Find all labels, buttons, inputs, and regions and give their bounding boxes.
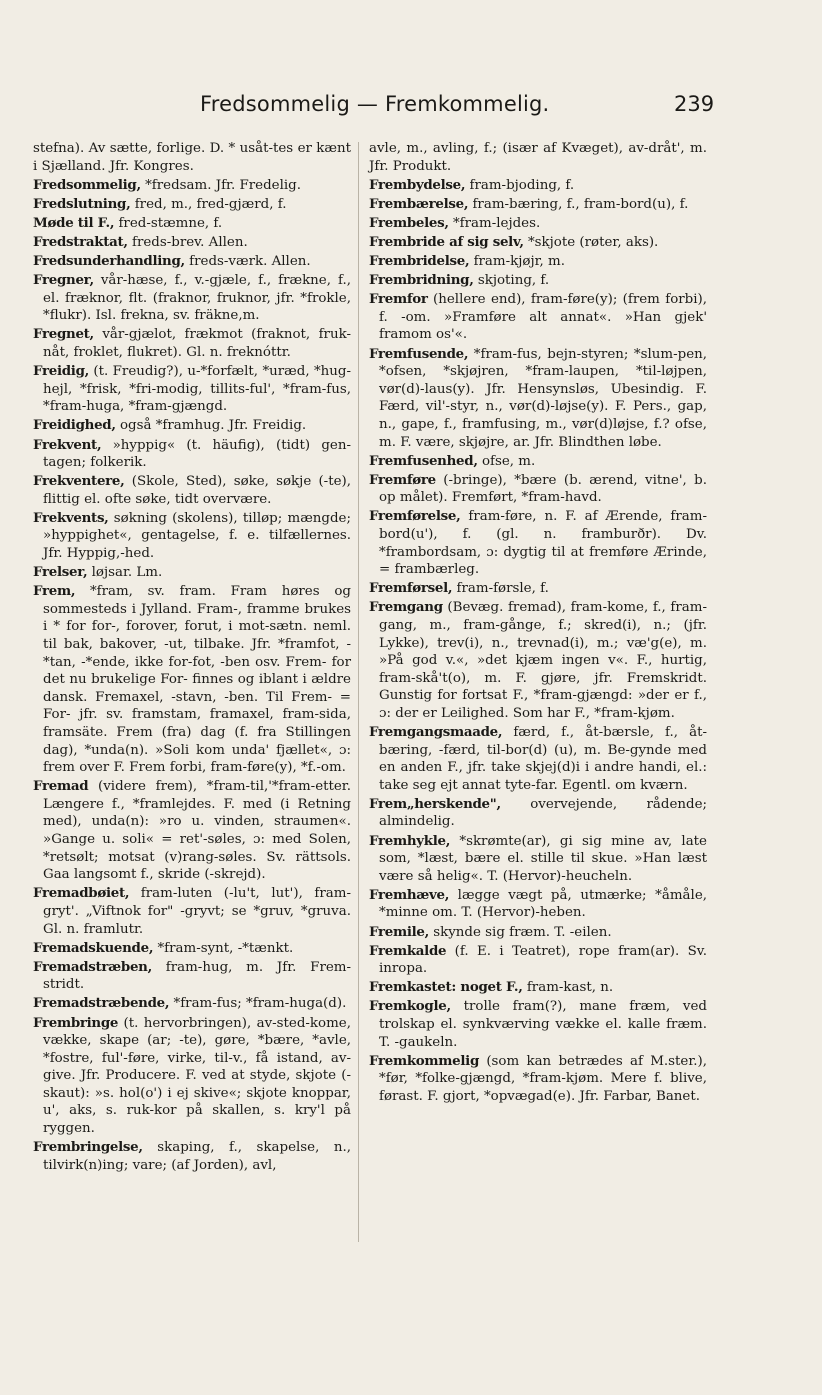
- dictionary-entry: [369, 234, 707, 252]
- entry-definition: fram-kjøjr, m.: [469, 254, 566, 270]
- dictionary-entry: [369, 177, 707, 195]
- entry-definition: lægge vægt på, utmærke; *åmåle, *minne om. T. (Hervor)-heben.: [379, 887, 707, 921]
- entry-definition: søkning (skolens), tilløp; mængde; »hyppighet«, gentagelse, f. e. tilfællernes. Jfr. Hyppig,-hed.: [43, 510, 351, 562]
- entry-definition: (Bevæg. fremad), fram-kome, f., fram-gang, m., fram-gånge, f.; skred(i), n.; (jfr. Lykke), trev(i), n., trevnad(i), m.; væ'g(e), m. »På god v.«, »det kjæm ingen v«. F., hurtig, fram-skå't(o), m. F. gjøre, jfr. Fremskridt. Gunstig for fortsat F., *fram-gjængd: »der er f., ɔ: der er Leilighed. Som har F., *fram-kjøm.: [379, 600, 707, 721]
- dictionary-entry: [33, 959, 351, 994]
- page-number: 239: [674, 92, 715, 116]
- entry-definition: også *framhug. Jfr. Freidig.: [115, 418, 307, 434]
- entry-headword: Fremførsel,: [369, 580, 453, 597]
- entry-headword: Fremile,: [369, 923, 429, 940]
- dictionary-entry: [369, 599, 707, 722]
- entry-definition: *fram-fus; *fram-huga(d).: [169, 996, 347, 1012]
- dictionary-entry: [369, 998, 707, 1051]
- dictionary-entry: [33, 473, 351, 508]
- dictionary-entry: [369, 724, 707, 794]
- entry-definition: (videre frem), *fram-til,'*fram-etter. Længere f., *framlejdes. F. med (i Retning med), unda(n): »ro u. vinden, straumen«. »Gange u. soli« = ret'-søles, ɔ: med Solen, *retsølt; motsat (v)rang-søles. Sv. rättsols. Gaa langsomt f., skride (-skrejd).: [43, 779, 351, 883]
- entry-headword: Frekvents,: [33, 509, 109, 526]
- dictionary-entry: [369, 453, 707, 471]
- dictionary-entry: [33, 177, 351, 195]
- entry-definition: freds-værk. Allen.: [184, 254, 311, 270]
- entry-headword: Freidig,: [33, 363, 90, 380]
- entry-headword: Frembridelse,: [369, 253, 470, 270]
- entry-definition: fram-luten (-lu't, lut'), fram-gryt'. „Viftnok for" -gryvt; se *gruv, *gruva. Gl. n. framlutr.: [43, 886, 351, 937]
- entry-headword: Fremkastet: noget F.,: [369, 979, 523, 996]
- entry-definition: *fram-fus, bejn-styren; *slum-pen, *ofsen, *skjøjren, *fram-laupen, *til-løjpen, vør(d)-laus(y). Jfr. Hensynsløs, Ubesindig. F. Færd, vil'-styr, n., vør(d)-løjse(y). F. Pers., gap, n., gape, f., framfusing, m., vør(d)løjse, f.? ofse, m. F. være, skjøjre, ar. Jfr. Blindthen løbe.: [379, 346, 707, 450]
- entry-headword: Fremkommelig: [369, 1052, 480, 1069]
- entry-definition: (f. E. i Teatret), rope fram(ar). Sv. inropa.: [379, 943, 707, 977]
- dictionary-entry: [369, 272, 707, 290]
- dictionary-entry: [33, 1139, 351, 1174]
- entry-definition: *skrømte(ar), gi sig mine av, late som, *læst, bære el. stille til skue. »Han læst være så helig«. T. (Hervor)-heucheln.: [379, 833, 707, 884]
- dictionary-entry: [369, 140, 707, 175]
- dictionary-entry: [33, 1015, 351, 1138]
- column-divider: [358, 142, 359, 1242]
- entry-definition: (Skole, Sted), søke, søkje (-te), flittig el. ofte søke, tidt overvære.: [43, 474, 351, 507]
- left-column: [33, 140, 351, 1176]
- dictionary-entry: [369, 833, 707, 886]
- entry-definition: fram-bæring, f., fram-bord(u), f.: [468, 196, 689, 212]
- page-header: [0, 92, 822, 126]
- entry-definition: fram-kast, n.: [522, 980, 614, 996]
- entry-definition: (som kan betrædes af M.ster.), *før, *folke-gjængd, *fram-kjøm. Mere f. blive, førast. F. gjort, *opvægad(e). Jfr. Farbar, Banet.: [379, 1053, 707, 1104]
- dictionary-entry: [369, 472, 707, 507]
- entry-headword: Fremførelse,: [369, 508, 461, 525]
- entry-headword: Frembridning,: [369, 272, 474, 289]
- dictionary-entry: [33, 510, 351, 563]
- running-head: Fredsommelig — Fremkommelig.: [200, 92, 550, 116]
- entry-definition: *fredsam. Jfr. Fredelig.: [140, 177, 301, 193]
- dictionary-entry: [33, 940, 351, 958]
- dictionary-entry: [33, 778, 351, 884]
- entry-definition: (t. hervorbringen), av-sted-kome, vække, skape (ar; -te), gøre, *bære, *avle, *fostre, ful'-føre, virke, til-v., få istand, av-give. Jfr. Producere. F. ved at styde, skjote (-skaut): »s. hol(o') i ej skive«; skjote knoppar, u', aks, s. ruk-kor på skallen, s. kry'l på ryggen.: [43, 1015, 351, 1137]
- entry-headword: Fredstraktat,: [33, 233, 128, 250]
- dictionary-entry: [33, 564, 351, 582]
- dictionary-entry: [33, 140, 351, 175]
- entry-headword: Frem„herskende",: [369, 795, 501, 812]
- entry-definition: skynde sig fræm. T. -eilen.: [428, 924, 612, 940]
- entry-definition: fram-førsle, f.: [452, 581, 549, 597]
- entry-headword: Fregner,: [33, 272, 94, 289]
- entry-definition: skjoting, f.: [473, 273, 550, 289]
- entry-definition: fram-bjoding, f.: [465, 177, 575, 193]
- entry-headword: Fremkalde: [369, 942, 447, 959]
- entry-definition: trolle fram(?), mane fræm, ved trolskap el. synkværving vække el. kalle fræm. T. -gaukeln.: [379, 999, 707, 1050]
- entry-headword: Frem,: [33, 583, 76, 600]
- dictionary-entry: [369, 1053, 707, 1106]
- entry-headword: Fremad: [33, 778, 89, 795]
- entry-headword: Fredsunderhandling,: [33, 253, 185, 270]
- entry-definition: (-bringe), *bære (b. ærend, vitne', b. op målet). Fremført, *fram-havd.: [379, 472, 707, 506]
- dictionary-entry: [33, 326, 351, 361]
- entry-headword: Fremhykle,: [369, 832, 451, 849]
- entry-headword: Frembringelse,: [33, 1139, 143, 1156]
- entry-headword: Fremgangsmaade,: [369, 724, 503, 740]
- entry-headword: Fremadbøiet,: [33, 885, 130, 902]
- entry-definition: avle, m., avling, f.; (især af Kvæget), av-dråt', m. Jfr. Produkt.: [369, 141, 707, 174]
- dictionary-entry: [369, 291, 707, 344]
- dictionary-entry: [369, 580, 707, 598]
- dictionary-entry: [33, 196, 351, 214]
- entry-definition: freds-brev. Allen.: [127, 234, 248, 250]
- dictionary-entry: [369, 924, 707, 942]
- dictionary-entry: [33, 437, 351, 472]
- dictionary-entry: [33, 215, 351, 233]
- entry-definition: skaping, f., skapelse, n., tilvirk(n)ing; vare; (af Jorden), avl,: [43, 1140, 351, 1173]
- entry-headword: Fremadstræben,: [33, 958, 152, 975]
- entry-definition: *skjote (røter, aks).: [523, 234, 659, 250]
- dictionary-entry: [33, 995, 351, 1013]
- dictionary-entry: [33, 363, 351, 416]
- entry-definition: »hyppig« (t. häufig), (tidt) gen-tagen; folkerik.: [43, 437, 351, 471]
- entry-headword: Fremfusende,: [369, 345, 469, 362]
- entry-definition: *fram, sv. fram. Fram høres og sommesteds i Jylland. Fram-, framme brukes i * for for-, forover, forut, i mot-sætn. neml. til bak, bakover, -ut, tilbake. Jfr. *framfot, -*tan, -*ende, ikke for-fot, -ben osv. Frem- for det nu brukelige For- finnes og iblant i ældre dansk. Fremaxel, -stavn, -ben. Til Frem- = For- jfr. sv. framstam, framaxel, fram-sida, framsäte. Frem (fra) dag (f. fra Stillingen dag), *unda(n). »Soli kom unda' fjællet«, ɔ: frem over F. Frem forbi, fram-føre(y), *f.-om.: [43, 584, 351, 776]
- dictionary-entry: [369, 215, 707, 233]
- entry-headword: Fremfusenhed,: [369, 452, 478, 469]
- entry-definition: (t. Freudig?), u-*forfælt, *uræd, *hug-hejl, *frisk, *fri-modig, tillits-ful', *fram-fus, *fram-huga, *fram-gjængd.: [43, 364, 351, 415]
- entry-headword: Frembride af sig selv,: [369, 233, 524, 250]
- entry-headword: Fredsommelig,: [33, 176, 141, 193]
- entry-definition: løjsar. Lm.: [87, 565, 163, 581]
- entry-headword: Frelser,: [33, 564, 88, 581]
- entry-definition: fred, m., fred-gjærd, f.: [130, 196, 287, 212]
- dictionary-entry: [33, 417, 351, 435]
- entry-definition: fred-stæmne, f.: [114, 215, 223, 231]
- dictionary-entry: [369, 796, 707, 831]
- dictionary-entry: [369, 979, 707, 997]
- dictionary-entry: [369, 346, 707, 452]
- dictionary-entry: [369, 887, 707, 922]
- entry-definition: overvejende, rådende; almindelig.: [379, 796, 707, 830]
- entry-definition: *fram-lejdes.: [448, 215, 541, 231]
- dictionary-entry: [369, 943, 707, 978]
- entry-headword: Fremføre: [369, 471, 436, 488]
- entry-definition: fram-hug, m. Jfr. Frem-stridt.: [43, 959, 351, 993]
- entry-definition: ofse, m.: [477, 453, 536, 469]
- entry-definition: vår-hæse, f., v.-gjæle, f., frækne, f., el. fræknor, flt. (fraknor, fruknor, jfr. *frokle, *flukr). Isl. frekna, sv. fräkne,m.: [43, 273, 351, 324]
- entry-headword: Fremadskuende,: [33, 939, 154, 956]
- entry-headword: Freidighed,: [33, 417, 116, 434]
- entry-definition: (hellere end), fram-føre(y); (frem forbi), f. -om. »Framføre alt annat«. »Han gjek' framom os'«.: [379, 292, 707, 343]
- entry-headword: Møde til F.,: [33, 214, 115, 231]
- entry-headword: Fremadstræbende,: [33, 995, 170, 1012]
- entry-headword: Fremfor: [369, 291, 428, 308]
- entry-headword: Frembydelse,: [369, 176, 466, 193]
- entry-definition: stefna). Av sætte, forlige. D. * usåt-tes er kænt i Sjælland. Jfr. Kongres.: [33, 141, 351, 174]
- entry-headword: Frembringe: [33, 1014, 119, 1031]
- entry-headword: Fredslutning,: [33, 195, 131, 212]
- entry-definition: vår-gjælot, frækmot (fraknot, fruk-nåt, froklet, flukret). Gl. n. freknóttr.: [43, 327, 351, 361]
- dictionary-entry: [369, 508, 707, 578]
- dictionary-entry: [33, 234, 351, 252]
- entry-headword: Frekvent,: [33, 436, 102, 453]
- entry-definition: *fram-synt, -*tænkt.: [153, 940, 294, 956]
- entry-headword: Fremkogle,: [369, 998, 451, 1015]
- dictionary-entry: [369, 196, 707, 214]
- entry-headword: Fremhæve,: [369, 886, 450, 903]
- right-column: [369, 140, 707, 1107]
- entry-headword: Frekventere,: [33, 473, 125, 490]
- entry-headword: Frembeles,: [369, 214, 449, 231]
- entry-headword: Frembærelse,: [369, 195, 469, 212]
- dictionary-entry: [33, 583, 351, 777]
- entry-definition: færd, f., åt-bærsle, f., åt-bæring, -færd, til-bor(d) (u), m. Be-gynde med en anden F., jfr. take skjej(d)i i andre handi, el.: take seg ejt annat tyte-far. Egentl. om kværn.: [379, 725, 707, 793]
- entry-headword: Fremgang: [369, 599, 443, 616]
- dictionary-entry: [33, 253, 351, 271]
- dictionary-entry: [33, 272, 351, 325]
- entry-headword: Fregnet,: [33, 326, 94, 343]
- dictionary-entry: [369, 253, 707, 271]
- dictionary-entry: [33, 885, 351, 938]
- entry-definition: fram-føre, n. F. af Ærende, fram-bord(u'), f. (gl. n. framburðr). Dv. *frambordsam, ɔ: dygtig til at fremføre Ærinde, = frambærleg.: [379, 509, 707, 578]
